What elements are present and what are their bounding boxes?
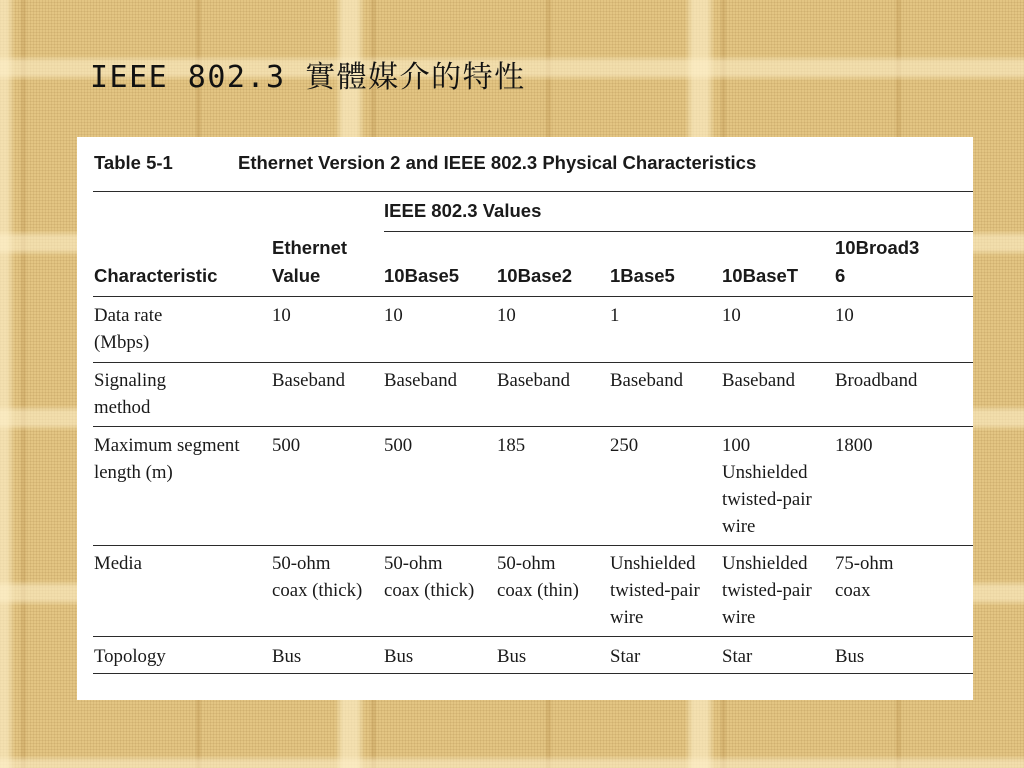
- table-number: Table 5-1: [94, 152, 173, 173]
- cell: Bus: [835, 646, 865, 667]
- table-rule: [93, 636, 973, 637]
- cell: Broadband: [835, 370, 918, 391]
- table-panel: [77, 137, 973, 700]
- row-label: Signaling method: [94, 370, 166, 418]
- cell: Baseband: [610, 370, 684, 391]
- row-label: Maximum segment length (m): [94, 435, 240, 483]
- header-characteristic: Characteristic: [94, 265, 218, 286]
- cell: 10: [497, 305, 516, 326]
- row-label: Data rate (Mbps): [94, 305, 163, 353]
- cell: 10: [835, 305, 854, 326]
- cell: Star: [610, 646, 641, 667]
- cell: 75-ohm coax: [835, 553, 894, 601]
- header-1base5: 1Base5: [610, 265, 675, 286]
- table-rule: [93, 545, 973, 546]
- table-rule-top: [93, 191, 973, 192]
- slide-title: IEEE 802.3 實體媒介的特性: [90, 60, 526, 95]
- cell: 10: [384, 305, 403, 326]
- cell: Star: [722, 646, 753, 667]
- cell: 50-ohm coax (thick): [272, 553, 363, 601]
- cell: Baseband: [272, 370, 346, 391]
- cell: 250: [610, 435, 639, 456]
- cell: 50-ohm coax (thick): [384, 553, 475, 601]
- header-10base5: 10Base5: [384, 265, 460, 286]
- cell: Bus: [497, 646, 527, 667]
- cell: 100 Unshielded twisted-pair wire: [722, 435, 812, 537]
- group-header-rule: [384, 231, 973, 232]
- cell: 1: [610, 305, 620, 326]
- cell: 500: [272, 435, 301, 456]
- table-caption: Ethernet Version 2 and IEEE 802.3 Physical Characteristics: [238, 152, 757, 173]
- table-rule-bottom: [93, 673, 973, 674]
- cell: Unshielded twisted-pair wire: [610, 553, 700, 628]
- cell: Bus: [272, 646, 302, 667]
- table-header-row: [77, 234, 973, 290]
- cell: Baseband: [722, 370, 796, 391]
- cell: Baseband: [497, 370, 571, 391]
- table-rule: [93, 426, 973, 427]
- group-header: IEEE 802.3 Values: [384, 200, 542, 221]
- cell: 10: [722, 305, 741, 326]
- table-rule-header: [93, 296, 973, 297]
- header-ethernet-value: Ethernet Value: [272, 237, 348, 286]
- cell: 500: [384, 435, 413, 456]
- cell: 1800: [835, 435, 873, 456]
- cell: Unshielded twisted-pair wire: [722, 553, 812, 628]
- cell: Baseband: [384, 370, 458, 391]
- row-label: Topology: [94, 646, 166, 667]
- header-10baset: 10BaseT: [722, 265, 799, 286]
- table-rule: [93, 362, 973, 363]
- cell: 50-ohm coax (thin): [497, 553, 579, 601]
- cell: Bus: [384, 646, 414, 667]
- cell: 185: [497, 435, 526, 456]
- cell: 10: [272, 305, 291, 326]
- row-label: Media: [94, 553, 142, 574]
- header-10broad36: 10Broad3 6: [835, 237, 920, 286]
- header-10base2: 10Base2: [497, 265, 573, 286]
